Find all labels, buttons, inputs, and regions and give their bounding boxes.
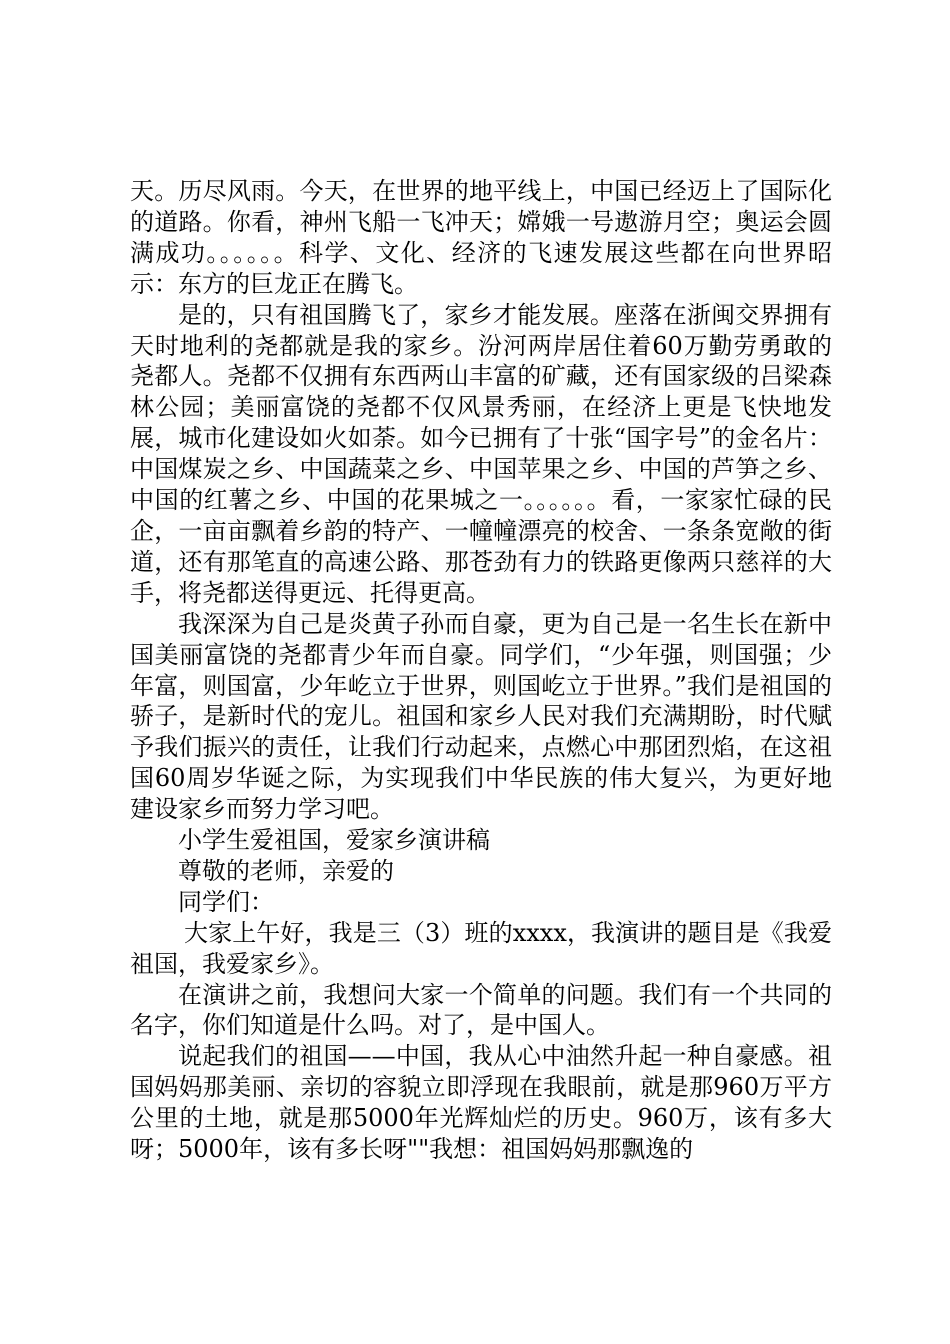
paragraph-hometown: 是的，只有祖国腾飞了，家乡才能发展。座落在浙闽交界拥有天时地利的尧都就是我的家乡。汾河两岸居住着60万勤劳勇敢的尧都人。尧都不仅拥有东西两山丰富的矿藏，还有国家级的吕梁森林公园；美丽富饶的尧都不仅风景秀丽，在经济上更是飞快地发展，城市化建设如火如荼。如今已拥有了十张“国字号”的金名片：中国煤炭之乡、中国蔬菜之乡、中国苹果之乡、中国的芦笋之乡、中国的红薯之乡、中国的花果城之一。。。。。。看，一家家忙碌的民企，一亩亩飘着乡韵的特产、一幢幢漂亮的校舍、一条条宽敞的街道，还有那笔直的高速公路、那苍劲有力的铁路更像两只慈祥的大手，将尧都送得更远、托得更高。 xyxy=(130,300,832,607)
document-page xyxy=(130,176,832,1165)
speech-title: 小学生爱祖国，爱家乡演讲稿 xyxy=(178,826,490,855)
greeting-line-2: 同学们： xyxy=(178,887,274,916)
paragraph-self-intro: 大家上午好，我是三（3）班的xxxx，我演讲的题目是《我爱祖国，我爱家乡》。 xyxy=(130,918,832,978)
paragraph-question: 在演讲之前，我想问大家一个简单的问题。我们有一个共同的名字，你们知道是什么吗。对了，是中国人。 xyxy=(130,980,832,1040)
paragraph-intro-continuation: 天。历尽风雨。今天，在世界的地平线上，中国已经迈上了国际化的道路。你看，神州飞船一飞冲天；嫦娥一号遨游月空；奥运会圆满成功。。。。。。科学、文化、经济的飞速发展这些都在向世界昭示：东方的巨龙正在腾飞。 xyxy=(130,177,832,298)
paragraph-motherland: 说起我们的祖国——中国，我从心中油然升起一种自豪感。祖国妈妈那美丽、亲切的容貌立即浮现在我眼前，就是那960万平方公里的土地，就是那5000年光辉灿烂的历史。960万，该有多大呀；5000年，该有多长呀""我想：祖国妈妈那飘逸的 xyxy=(130,1042,832,1164)
greeting-line-1: 尊敬的老师，亲爱的 xyxy=(178,856,394,885)
paragraph-pride: 我深深为自己是炎黄子孙而自豪，更为自己是一名生长在新中国美丽富饶的尧都青少年而自豪。同学们，“少年强，则国强；少年富，则国富，少年屹立于世界，则国屹立于世界。”我们是祖国的骄子，是新时代的宠儿。祖国和家乡人民对我们充满期盼，时代赋予我们振兴的责任，让我们行动起来，点燃心中那团烈焰，在这祖国60周岁华诞之际，为实现我们中华民族的伟大复兴，为更好地建设家乡而努力学习吧。 xyxy=(130,609,832,824)
